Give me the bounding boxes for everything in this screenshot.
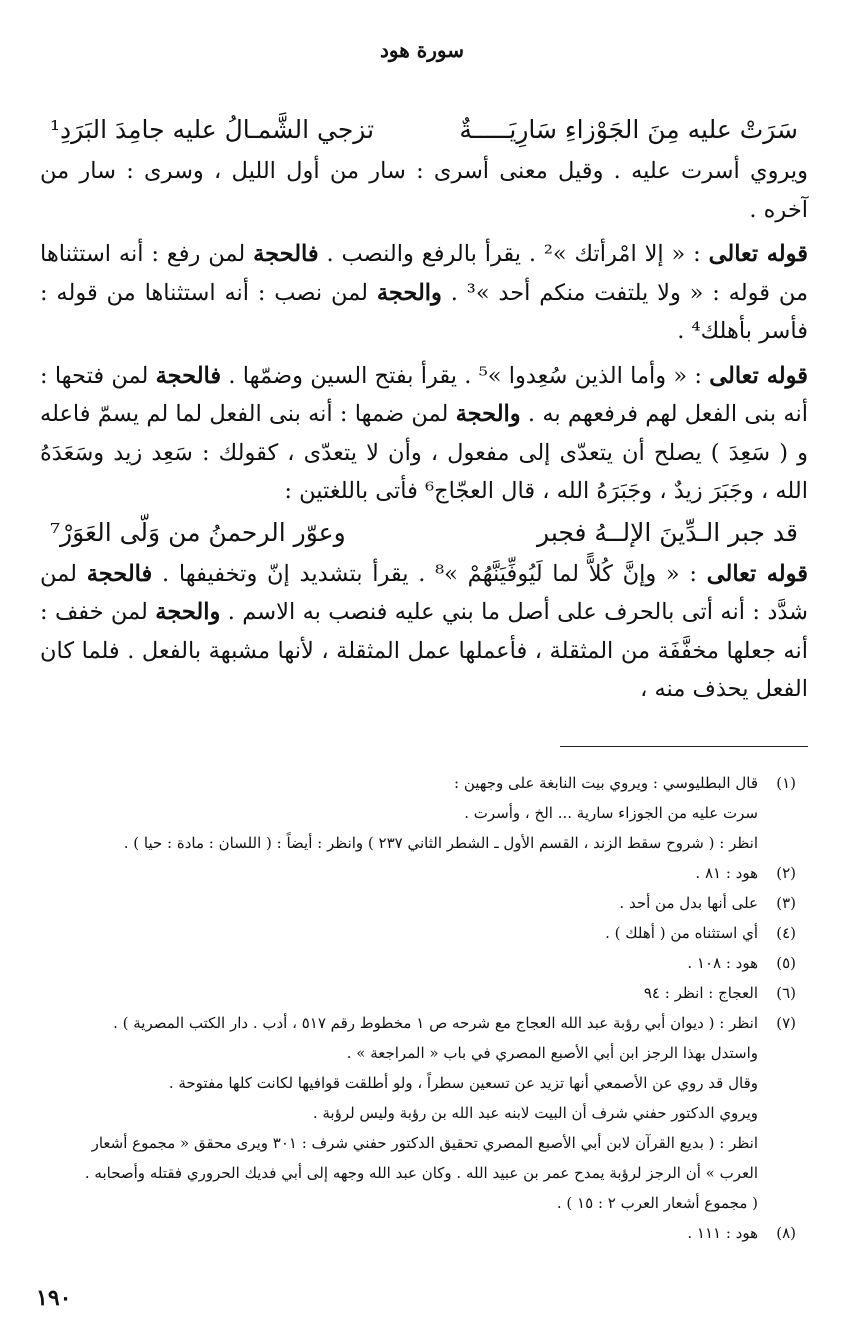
footnote-line: هود : ٨١ .	[695, 864, 758, 882]
verse-2-first-hemistich: قد جبر الـدِّينَ الإلــهُ فجبر	[537, 517, 798, 547]
quote-lead: قوله تعالى	[709, 362, 809, 389]
paragraph-2-text-a: : « إلا امْرأتك »² . يقرأ بالرفع والنصب .	[318, 241, 709, 267]
paragraph-3-text-a: : « وأما الذين سُعِدوا »⁵ . يقرأ بفتح السين وضمّها .	[221, 362, 710, 389]
footnote-7	[40, 1008, 796, 1218]
poetry-verse-1	[40, 108, 808, 152]
footnote-line: ( مجموع أشعار العرب ٢ : ١٥ ) .	[556, 1194, 758, 1212]
page-number: ١٩٠	[36, 1285, 72, 1311]
running-title: سورة هود	[380, 38, 464, 62]
verse-2-second-hemistich: وعوّر الرحمنُ من وَلّى العَوَرْ⁷	[50, 517, 346, 547]
main-text	[40, 108, 808, 709]
paragraph-4-text-c: لمن خفف : أنه جعلها مخفَّفَة من المثقلة ، فأعملها عمل المثقلة ، لأنها مشبهة بالفعل . فلما كان الفعل يحذف منه ،	[40, 599, 808, 702]
footnote-divider	[560, 746, 808, 747]
footnote-number: (٤)	[776, 924, 796, 942]
footnote-line: واستدل بهذا الرجز ابن أبي الأصبع المصري في باب « المراجعة » .	[346, 1044, 758, 1062]
footnote-line: هود : ١٠٨ .	[687, 954, 758, 972]
footnote-line: أي استثناه من ( أهلك ) .	[605, 924, 758, 942]
paragraph-4-text-a: : « وإنَّ كُلاًّ لما لَيُوفِّيَنَّهُمْ »⁸ . يقرأ بتشديد إنّ وتخفيفها .	[152, 560, 707, 587]
paragraph-3-text-b: لمن فتحها : أنه بنى الفعل لهم فرفعهم به .	[40, 362, 808, 427]
footnote-number: (٦)	[776, 984, 796, 1002]
quote-lead: قوله تعالى	[706, 560, 808, 587]
footnote-8	[40, 1218, 796, 1248]
footnote-line: سرت عليه من الجوزاء سارية ... الخ ، وأسرت .	[464, 804, 758, 822]
verse-1-second-hemistich: تزجي الشَّمـالُ عليه جامِدَ البَرَدِ¹	[50, 115, 375, 144]
paragraph-2-text-b: لمن رفع : أنه استثناها من قوله : « ولا يلتفت منكم أحد »³ .	[40, 241, 808, 306]
footnote-number: (٨)	[776, 1224, 796, 1242]
paragraph-4-text-b: لمن شدَّد : أنه أتى بالحرف على أصل ما بني عليه فنصب به الاسم .	[40, 560, 809, 625]
footnote-number: (١)	[776, 774, 796, 792]
footnote-1	[40, 768, 796, 858]
footnote-line: على أنها بدل من أحد .	[619, 894, 758, 912]
footnote-number: (٢)	[776, 864, 796, 882]
quote-lead: قوله تعالى	[708, 241, 809, 267]
footnote-2	[40, 858, 796, 888]
hujja-label: فالحجة	[155, 362, 222, 389]
footnote-line: انظر : ( بديع القرآن لابن أبي الأصبع المصري تحقيق الدكتور حفني شرف : ٣٠١ ويرى محقق « مجموع أشعار	[91, 1134, 758, 1152]
paragraph-2-text-c: لمن نصب : أنه استثناها من قوله : فأسر بأهلك⁴ .	[40, 279, 808, 344]
footnote-number: (٧)	[776, 1014, 796, 1032]
footnote-line: وقال قد روي عن الأصمعي أنها تزيد عن تسعين سطراً ، ولو أطلقت قوافيها لكانت كلها مفتوحة .	[168, 1074, 758, 1092]
footnote-line: العجاج : انظر : ٩٤	[643, 984, 758, 1002]
paragraph-3-text-c: لمن ضمها : أنه بنى الفعل لما لم يسمّ فاعله و ( سَعِدَ ) يصلح أن يتعدّى إلى مفعول ، وأن لا يتعدّى ، كقولك : سَعِد زيد وسَعَدَهُ الله ، وجَبَرَ زيدٌ ، وجَبَرَهُ الله ، قال العجّاج⁶ فأتى باللغتين :	[40, 401, 808, 504]
footnote-line: انظر : ( شروح سقط الزند ، القسم الأول ـ الشطر الثاني ٢٣٧ ) وانظر : أيضاً : ( اللسان : مادة : حيا ) .	[123, 834, 758, 852]
footnote-5	[40, 948, 796, 978]
paragraph-1: ويروي أسرت عليه . وقيل معنى أسرى : سار من أول الليل ، وسرى : سار من آخره .	[40, 158, 808, 223]
footnote-line: هود : ١١١ .	[687, 1224, 758, 1242]
paragraph-2	[40, 235, 808, 351]
footnote-line: العرب » أن الرجز لرؤبة يمدح عمر بن عبيد الله . وكان عبد الله وجهه إلى أبي فديك الحروري فقتله وأصحابه .	[84, 1164, 758, 1182]
footnotes	[40, 768, 796, 1248]
verse-1-first-hemistich: سَرَتْ عليه مِنَ الجَوْزاءِ سَارِيَـــــةٌ	[459, 115, 798, 144]
paragraph-4	[40, 555, 808, 709]
footnote-number: (٥)	[776, 954, 796, 972]
hujja-label: فالحجة	[86, 560, 153, 587]
hujja-label: والحجة	[155, 599, 221, 625]
paragraph-3	[40, 357, 808, 511]
hujja-label: فالحجة	[253, 241, 319, 267]
hujja-label: والحجة	[455, 401, 521, 427]
footnote-6	[40, 978, 796, 1008]
footnote-number: (٣)	[776, 894, 796, 912]
footnote-4	[40, 918, 796, 948]
poetry-verse-2	[40, 511, 808, 555]
footnote-3	[40, 888, 796, 918]
hujja-label: والحجة	[376, 279, 442, 306]
footnote-line: انظر : ( ديوان أبي رؤبة عبد الله العجاج مع شرحه ص ١ مخطوط رقم ٥١٧ ، أدب . دار الكتب المصرية ) .	[113, 1014, 758, 1032]
footnote-line: قال البطليوسي : ويروي بيت النابغة على وجهين :	[454, 774, 758, 792]
footnote-line: ويروي الدكتور حفني شرف أن البيت لابنه عبد الله بن رؤبة وليس لرؤبة .	[312, 1104, 758, 1122]
